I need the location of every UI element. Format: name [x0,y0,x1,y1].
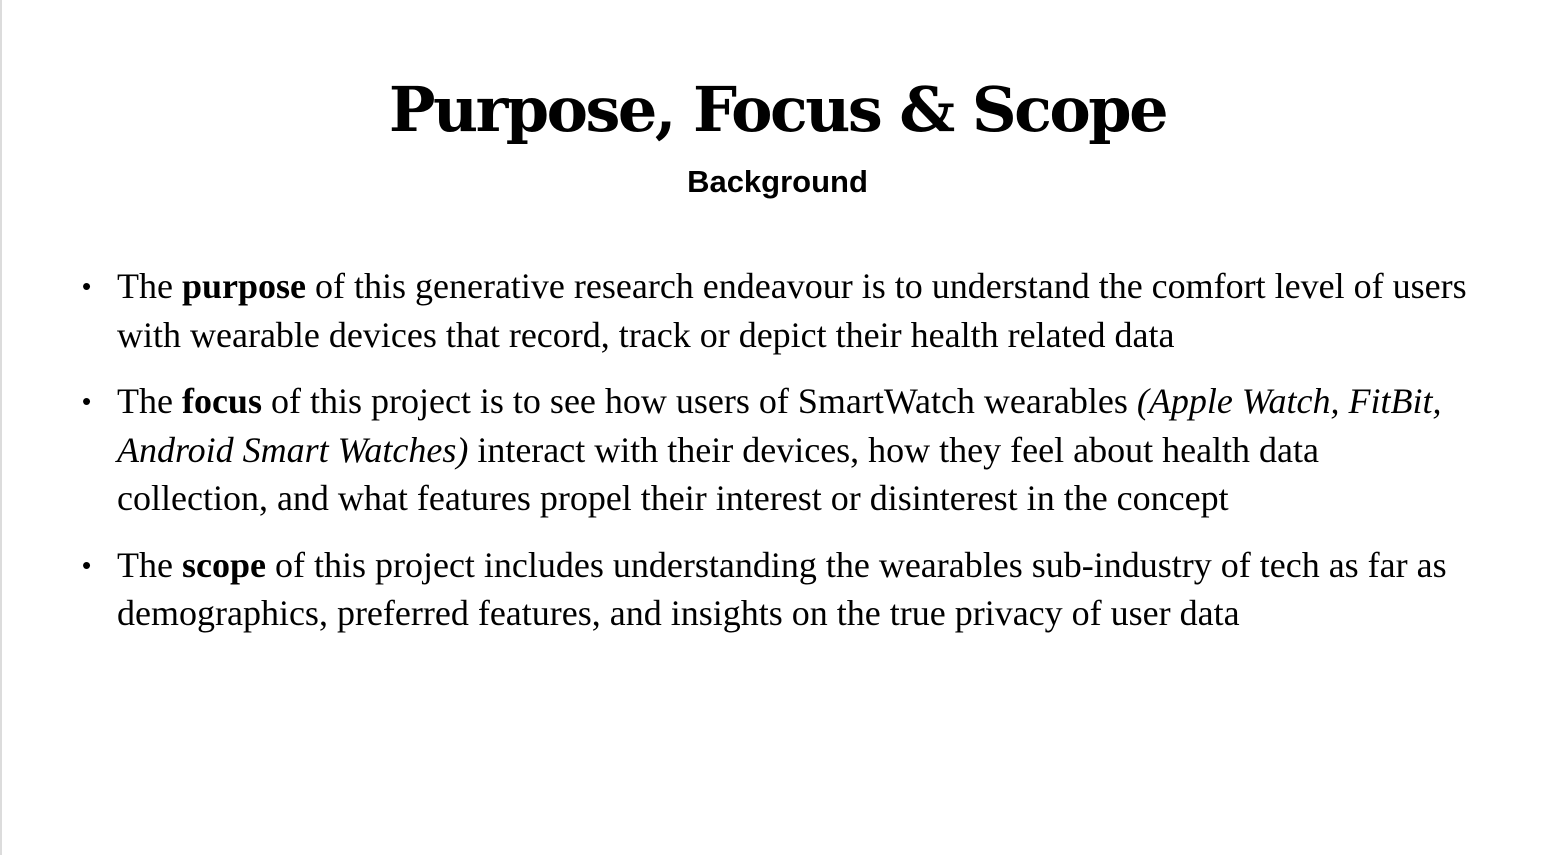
bullet-keyword: purpose [181,266,306,306]
bullet-text: of this generative research endeavour is to understand the comfort level of users with wearable devices that record, track or depict their health related data [117,266,1467,355]
bullet-lead: The [117,381,182,421]
bullet-trail: interact with their devices, how they feel about health data collection, and what features propel their interest or disinterest in the concept [117,429,1320,518]
bullet-keyword: scope [181,544,266,585]
bullet-keyword: focus [181,381,262,421]
bullet-text: of this project includes understanding the wearables sub-industry of tech as far as demographics, preferred features, and insights on the true privacy of user data [117,544,1447,633]
slide-subtitle: Background [687,164,868,199]
bullet-item-focus [80,377,1475,523]
bullet-lead: The [117,266,182,306]
bullet-item-scope [80,541,1475,638]
bullet-example: (Apple Watch, FitBit, Android Smart Watches) [117,381,1442,470]
bullet-icon: • [82,271,92,301]
bullet-lead: The [117,544,182,585]
bullet-item-purpose [80,262,1475,359]
bullet-icon: • [82,549,92,580]
bullet-list [80,262,1475,656]
bullet-icon: • [82,386,92,416]
bullet-text: of this project is to see how users of SmartWatch wearables [261,381,1137,421]
slide-title: Purpose, Focus & Scope [388,73,1167,146]
